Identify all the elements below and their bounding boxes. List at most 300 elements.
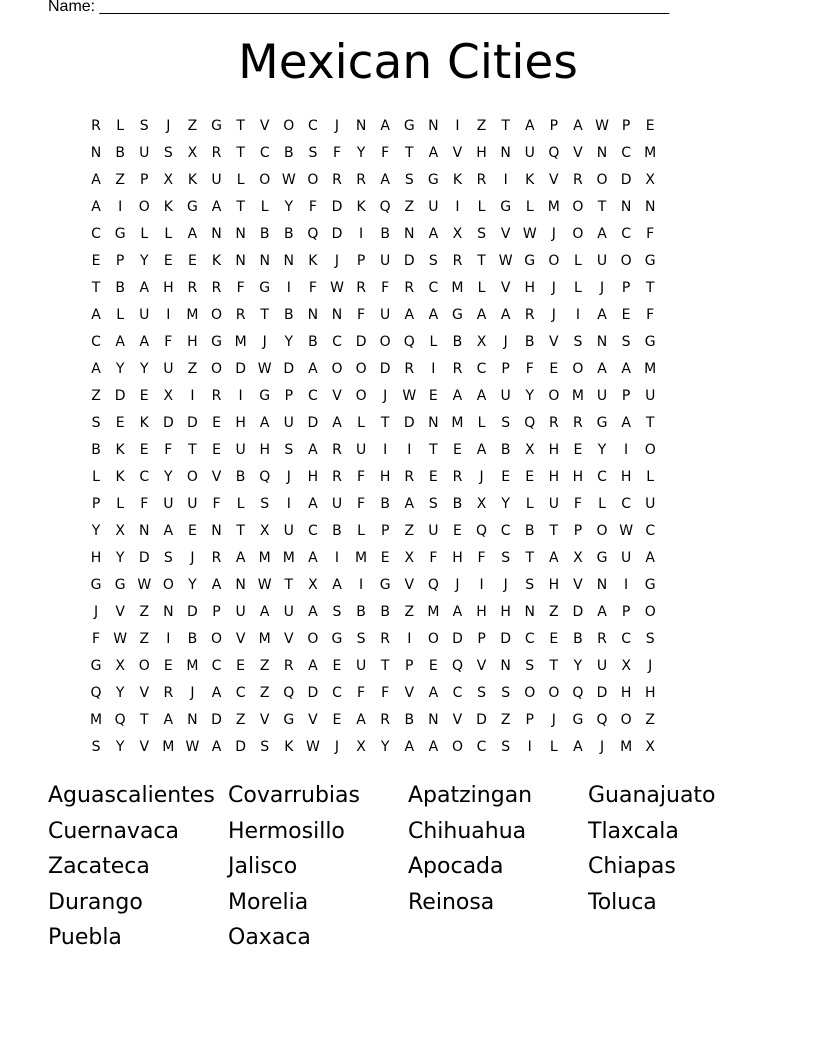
grid-letter: V bbox=[404, 577, 415, 593]
grid-letter: T bbox=[549, 523, 559, 539]
word-list-item: Guanajuato bbox=[588, 783, 716, 808]
grid-letter: G bbox=[644, 334, 656, 350]
grid-letter: Y bbox=[115, 361, 125, 377]
grid-letter: Z bbox=[500, 712, 511, 728]
grid-letter: O bbox=[427, 631, 439, 647]
grid-letter: O bbox=[572, 361, 584, 377]
grid-letter: V bbox=[573, 145, 583, 161]
grid-letter: L bbox=[646, 469, 655, 485]
grid-row bbox=[84, 545, 662, 572]
grid-letter: I bbox=[286, 496, 291, 512]
grid-letter: R bbox=[476, 172, 487, 188]
grid-letter: P bbox=[380, 523, 390, 539]
word-list-item: Oaxaca bbox=[228, 925, 311, 950]
grid-letter: B bbox=[500, 442, 511, 458]
grid-letter: N bbox=[259, 253, 270, 269]
grid-letter: J bbox=[551, 280, 556, 296]
grid-letter: P bbox=[573, 523, 583, 539]
grid-letter: V bbox=[452, 145, 463, 161]
grid-letter: D bbox=[331, 199, 343, 215]
grid-letter: N bbox=[163, 604, 174, 620]
grid-letter: U bbox=[645, 388, 656, 404]
grid-letter: S bbox=[404, 172, 414, 188]
grid-letter: C bbox=[332, 685, 342, 701]
grid-letter: C bbox=[308, 388, 318, 404]
grid-letter: O bbox=[355, 361, 367, 377]
grid-letter: M bbox=[451, 415, 464, 431]
grid-letter: K bbox=[211, 253, 222, 269]
grid-letter: A bbox=[524, 118, 535, 134]
grid-letter: C bbox=[524, 631, 535, 647]
grid-letter: Z bbox=[549, 604, 559, 620]
grid-letter: R bbox=[404, 280, 415, 296]
grid-letter: F bbox=[308, 280, 317, 296]
grid-row bbox=[84, 194, 662, 221]
grid-letter: F bbox=[140, 496, 149, 512]
grid-letter: A bbox=[308, 658, 318, 674]
grid-letter: H bbox=[548, 577, 560, 593]
grid-letter: R bbox=[524, 307, 535, 323]
grid-letter: U bbox=[139, 307, 150, 323]
grid-letter: Z bbox=[187, 361, 198, 377]
grid-letter: H bbox=[259, 442, 270, 458]
grid-letter: R bbox=[211, 145, 222, 161]
grid-row bbox=[84, 302, 662, 329]
grid-letter: N bbox=[138, 523, 150, 539]
grid-letter: V bbox=[115, 604, 125, 620]
grid-letter: M bbox=[186, 658, 199, 674]
grid-letter: U bbox=[596, 658, 608, 674]
grid-row bbox=[84, 626, 662, 653]
grid-letter: G bbox=[596, 415, 608, 431]
grid-letter: J bbox=[503, 577, 508, 593]
grid-letter: L bbox=[574, 280, 582, 296]
grid-letter: O bbox=[283, 118, 295, 134]
grid-letter: E bbox=[453, 442, 462, 458]
grid-letter: D bbox=[572, 604, 584, 620]
grid-letter: F bbox=[92, 631, 101, 647]
grid-letter: N bbox=[211, 523, 222, 539]
grid-letter: T bbox=[91, 280, 101, 296]
grid-letter: F bbox=[429, 550, 438, 566]
grid-letter: M bbox=[258, 550, 271, 566]
grid-letter: E bbox=[187, 523, 197, 539]
grid-letter: A bbox=[573, 118, 583, 134]
grid-letter: E bbox=[332, 658, 342, 674]
grid-letter: J bbox=[286, 469, 291, 485]
grid-letter: V bbox=[235, 631, 246, 647]
word-list-item: Apocada bbox=[408, 854, 504, 879]
word-list-item: Reinosa bbox=[408, 889, 495, 915]
grid-letter: U bbox=[235, 442, 246, 458]
grid-letter: P bbox=[115, 253, 125, 269]
grid-letter: A bbox=[476, 442, 487, 458]
grid-letter: E bbox=[549, 631, 559, 647]
grid-letter: C bbox=[259, 145, 270, 161]
grid-letter: A bbox=[476, 388, 487, 404]
grid-letter: V bbox=[139, 685, 150, 701]
grid-letter: M bbox=[162, 739, 175, 755]
grid-letter: U bbox=[548, 496, 559, 512]
grid-letter: O bbox=[548, 685, 560, 701]
grid-letter: N bbox=[428, 712, 439, 728]
grid-letter: G bbox=[452, 307, 463, 323]
grid-letter: J bbox=[648, 658, 653, 674]
grid-letter: N bbox=[307, 307, 319, 323]
grid-letter: T bbox=[477, 253, 486, 269]
grid-letter: A bbox=[235, 550, 246, 566]
grid-letter: N bbox=[428, 415, 439, 431]
grid-letter: K bbox=[163, 199, 173, 215]
grid-letter: X bbox=[163, 388, 174, 404]
word-list-item: Cuernavaca bbox=[48, 818, 180, 844]
grid-letter: D bbox=[162, 415, 174, 431]
grid-letter: C bbox=[428, 280, 439, 296]
grid-letter: U bbox=[283, 604, 294, 620]
grid-letter: D bbox=[138, 550, 150, 566]
grid-letter: W bbox=[330, 280, 344, 296]
grid-letter: U bbox=[355, 442, 367, 458]
grid-letter: H bbox=[235, 415, 246, 431]
grid-letter: S bbox=[139, 118, 149, 134]
grid-row bbox=[84, 734, 662, 761]
grid-letter: M bbox=[234, 334, 247, 350]
grid-letter: S bbox=[501, 550, 511, 566]
grid-letter: C bbox=[645, 523, 656, 539]
grid-letter: L bbox=[525, 199, 534, 215]
grid-letter: N bbox=[235, 577, 246, 593]
grid-letter: N bbox=[524, 604, 535, 620]
grid-letter: P bbox=[212, 604, 221, 620]
grid-row bbox=[84, 167, 662, 194]
word-list-item: Covarrubias bbox=[228, 783, 360, 808]
grid-letter: A bbox=[332, 577, 342, 593]
grid-letter: H bbox=[187, 334, 198, 350]
grid-letter: B bbox=[573, 631, 583, 647]
grid-letter: L bbox=[236, 172, 245, 188]
grid-letter: L bbox=[236, 496, 245, 512]
word-list-item: Apatzingan bbox=[408, 783, 533, 808]
grid-letter: J bbox=[383, 388, 388, 404]
grid-letter: A bbox=[573, 739, 583, 755]
grid-letter: I bbox=[455, 199, 460, 215]
grid-letter: F bbox=[308, 199, 317, 215]
grid-letter: E bbox=[428, 469, 438, 485]
grid-letter: R bbox=[163, 685, 174, 701]
grid-letter: P bbox=[356, 253, 366, 269]
grid-letter: I bbox=[575, 307, 580, 323]
word-list-item: Zacateca bbox=[48, 854, 150, 879]
grid-letter: D bbox=[235, 361, 246, 377]
grid-letter: B bbox=[524, 334, 535, 350]
grid-row bbox=[84, 680, 662, 707]
grid-letter: L bbox=[598, 496, 606, 512]
grid-letter: K bbox=[284, 739, 294, 755]
grid-letter: U bbox=[596, 388, 608, 404]
grid-letter: A bbox=[404, 496, 415, 512]
grid-letter: G bbox=[114, 226, 126, 242]
grid-letter: Y bbox=[380, 739, 390, 755]
grid-letter: G bbox=[572, 712, 584, 728]
grid-letter: Y bbox=[525, 388, 535, 404]
grid-letter: N bbox=[283, 253, 295, 269]
grid-letter: U bbox=[355, 658, 367, 674]
grid-letter: D bbox=[114, 388, 126, 404]
grid-letter: C bbox=[308, 118, 318, 134]
grid-letter: C bbox=[308, 523, 318, 539]
word-list-item: Durango bbox=[48, 889, 143, 915]
grid-letter: N bbox=[596, 577, 608, 593]
grid-letter: X bbox=[452, 226, 463, 242]
grid-letter: F bbox=[646, 307, 655, 323]
grid-letter: A bbox=[597, 307, 607, 323]
grid-letter: J bbox=[166, 118, 171, 134]
grid-letter: B bbox=[380, 496, 390, 512]
grid-letter: W bbox=[595, 118, 609, 134]
grid-letter: O bbox=[644, 604, 656, 620]
grid-letter: A bbox=[163, 523, 174, 539]
grid-letter: O bbox=[307, 631, 319, 647]
grid-letter: R bbox=[404, 469, 415, 485]
grid-letter: A bbox=[428, 739, 439, 755]
grid-letter: L bbox=[525, 496, 534, 512]
grid-letter: F bbox=[164, 334, 173, 350]
grid-letter: Y bbox=[501, 496, 510, 512]
grid-letter: G bbox=[379, 577, 391, 593]
grid-letter: X bbox=[476, 334, 487, 350]
grid-row bbox=[84, 248, 662, 275]
grid-letter: V bbox=[476, 658, 487, 674]
grid-letter: D bbox=[620, 172, 632, 188]
grid-letter: Z bbox=[404, 523, 415, 539]
grid-letter: O bbox=[572, 199, 584, 215]
word-search-grid bbox=[84, 113, 662, 761]
grid-letter: I bbox=[383, 442, 388, 458]
grid-letter: G bbox=[259, 280, 271, 296]
grid-letter: T bbox=[236, 199, 245, 215]
grid-letter: L bbox=[116, 307, 125, 323]
grid-letter: C bbox=[91, 334, 101, 350]
grid-letter: B bbox=[259, 226, 270, 242]
grid-letter: U bbox=[620, 550, 632, 566]
grid-letter: O bbox=[644, 442, 656, 458]
grid-row bbox=[84, 113, 662, 140]
grid-letter: Z bbox=[259, 685, 270, 701]
grid-letter: P bbox=[91, 496, 101, 512]
word-list-item: Jalisco bbox=[228, 854, 298, 879]
grid-letter: P bbox=[284, 388, 294, 404]
grid-letter: E bbox=[163, 658, 173, 674]
grid-letter: A bbox=[428, 145, 439, 161]
grid-letter: A bbox=[476, 307, 487, 323]
grid-letter: X bbox=[163, 172, 174, 188]
grid-letter: S bbox=[163, 550, 173, 566]
grid-letter: J bbox=[455, 577, 460, 593]
grid-letter: X bbox=[404, 550, 415, 566]
grid-letter: A bbox=[163, 712, 174, 728]
grid-letter: T bbox=[236, 523, 245, 539]
word-list-item: Aguascalientes bbox=[48, 783, 215, 808]
grid-letter: O bbox=[211, 631, 223, 647]
grid-letter: I bbox=[118, 199, 123, 215]
grid-letter: V bbox=[211, 469, 222, 485]
grid-letter: X bbox=[645, 172, 655, 188]
grid-letter: F bbox=[381, 280, 390, 296]
grid-letter: A bbox=[356, 712, 366, 728]
grid-letter: O bbox=[186, 469, 198, 485]
grid-letter: A bbox=[549, 550, 559, 566]
grid-letter: M bbox=[355, 550, 368, 566]
grid-letter: T bbox=[597, 199, 607, 215]
grid-letter: C bbox=[211, 658, 222, 674]
grid-letter: F bbox=[381, 145, 390, 161]
grid-letter: J bbox=[479, 469, 484, 485]
grid-letter: B bbox=[115, 145, 125, 161]
grid-letter: N bbox=[331, 307, 343, 323]
grid-letter: Z bbox=[645, 712, 655, 728]
grid-letter: Z bbox=[187, 118, 198, 134]
grid-letter: G bbox=[596, 550, 608, 566]
grid-row bbox=[84, 410, 662, 437]
grid-letter: Q bbox=[379, 199, 391, 215]
grid-letter: B bbox=[115, 280, 125, 296]
grid-letter: C bbox=[621, 496, 631, 512]
grid-letter: T bbox=[380, 658, 390, 674]
grid-letter: G bbox=[331, 631, 343, 647]
grid-letter: Z bbox=[404, 199, 415, 215]
grid-letter: L bbox=[357, 523, 365, 539]
grid-letter: B bbox=[404, 712, 415, 728]
grid-letter: B bbox=[283, 145, 294, 161]
grid-letter: S bbox=[501, 739, 511, 755]
grid-letter: T bbox=[188, 442, 197, 458]
grid-letter: I bbox=[166, 307, 171, 323]
grid-letter: Y bbox=[356, 145, 366, 161]
grid-row bbox=[84, 140, 662, 167]
grid-letter: O bbox=[331, 361, 343, 377]
grid-letter: A bbox=[211, 577, 222, 593]
grid-row bbox=[84, 329, 662, 356]
grid-letter: I bbox=[407, 442, 412, 458]
grid-letter: L bbox=[574, 253, 582, 269]
grid-letter: D bbox=[596, 685, 608, 701]
grid-letter: S bbox=[621, 334, 631, 350]
grid-letter: K bbox=[187, 172, 198, 188]
grid-letter: S bbox=[308, 145, 318, 161]
grid-letter: R bbox=[283, 658, 294, 674]
grid-letter: T bbox=[501, 118, 510, 134]
grid-letter: A bbox=[428, 685, 439, 701]
grid-letter: P bbox=[621, 388, 631, 404]
grid-letter: J bbox=[599, 280, 605, 296]
grid-letter: H bbox=[572, 469, 584, 485]
grid-letter: Q bbox=[476, 523, 488, 539]
grid-letter: L bbox=[477, 415, 486, 431]
grid-letter: A bbox=[211, 739, 222, 755]
grid-letter: R bbox=[356, 172, 366, 188]
grid-letter: U bbox=[211, 172, 222, 188]
grid-letter: R bbox=[211, 280, 222, 296]
grid-letter: G bbox=[211, 118, 222, 134]
grid-letter: K bbox=[139, 415, 149, 431]
grid-letter: E bbox=[212, 442, 221, 458]
grid-letter: J bbox=[551, 307, 556, 323]
grid-letter: I bbox=[286, 280, 291, 296]
grid-letter: A bbox=[308, 361, 318, 377]
grid-letter: B bbox=[187, 631, 198, 647]
grid-letter: R bbox=[235, 307, 246, 323]
grid-letter: V bbox=[452, 712, 463, 728]
grid-letter: J bbox=[190, 685, 195, 701]
grid-letter: I bbox=[624, 442, 629, 458]
grid-letter: S bbox=[525, 658, 535, 674]
grid-letter: B bbox=[380, 604, 390, 620]
grid-row bbox=[84, 275, 662, 302]
grid-letter: H bbox=[548, 469, 560, 485]
grid-letter: V bbox=[139, 739, 150, 755]
word-list-item: Chiapas bbox=[588, 854, 676, 879]
grid-letter: U bbox=[380, 253, 391, 269]
grid-letter: A bbox=[308, 496, 318, 512]
grid-row bbox=[84, 356, 662, 383]
grid-letter: P bbox=[477, 631, 486, 647]
grid-letter: D bbox=[307, 415, 319, 431]
grid-row bbox=[84, 653, 662, 680]
grid-letter: E bbox=[549, 361, 559, 377]
grid-letter: U bbox=[331, 496, 343, 512]
grid-letter: E bbox=[236, 658, 246, 674]
grid-letter: X bbox=[356, 739, 366, 755]
grid-letter: S bbox=[356, 631, 366, 647]
word-list-item: Hermosillo bbox=[228, 818, 345, 844]
grid-letter: S bbox=[477, 685, 486, 701]
grid-letter: I bbox=[166, 631, 171, 647]
grid-letter: L bbox=[549, 739, 558, 755]
grid-letter: Y bbox=[115, 685, 125, 701]
grid-letter: H bbox=[548, 442, 560, 458]
grid-letter: H bbox=[163, 280, 174, 296]
grid-letter: E bbox=[621, 307, 631, 323]
grid-letter: F bbox=[477, 550, 486, 566]
grid-letter: H bbox=[524, 280, 535, 296]
grid-letter: F bbox=[525, 361, 534, 377]
grid-letter: H bbox=[379, 469, 391, 485]
grid-row bbox=[84, 599, 662, 626]
grid-letter: C bbox=[621, 226, 631, 242]
grid-letter: W bbox=[257, 577, 272, 593]
grid-letter: V bbox=[259, 712, 270, 728]
grid-letter: R bbox=[452, 469, 463, 485]
grid-letter: A bbox=[404, 739, 415, 755]
grid-letter: C bbox=[91, 226, 101, 242]
grid-letter: X bbox=[524, 442, 535, 458]
grid-letter: Q bbox=[283, 685, 295, 701]
grid-letter: F bbox=[646, 226, 655, 242]
grid-letter: A bbox=[91, 361, 101, 377]
grid-letter: B bbox=[524, 523, 535, 539]
grid-letter: A bbox=[380, 172, 390, 188]
grid-letter: V bbox=[284, 631, 294, 647]
word-list-item: Chihuahua bbox=[408, 818, 527, 844]
grid-letter: Z bbox=[139, 631, 150, 647]
grid-letter: W bbox=[619, 523, 634, 539]
grid-letter: O bbox=[355, 388, 367, 404]
grid-letter: A bbox=[452, 388, 463, 404]
grid-letter: H bbox=[90, 550, 102, 566]
grid-letter: A bbox=[380, 118, 390, 134]
grid-letter: J bbox=[599, 739, 605, 755]
grid-letter: Y bbox=[284, 199, 294, 215]
